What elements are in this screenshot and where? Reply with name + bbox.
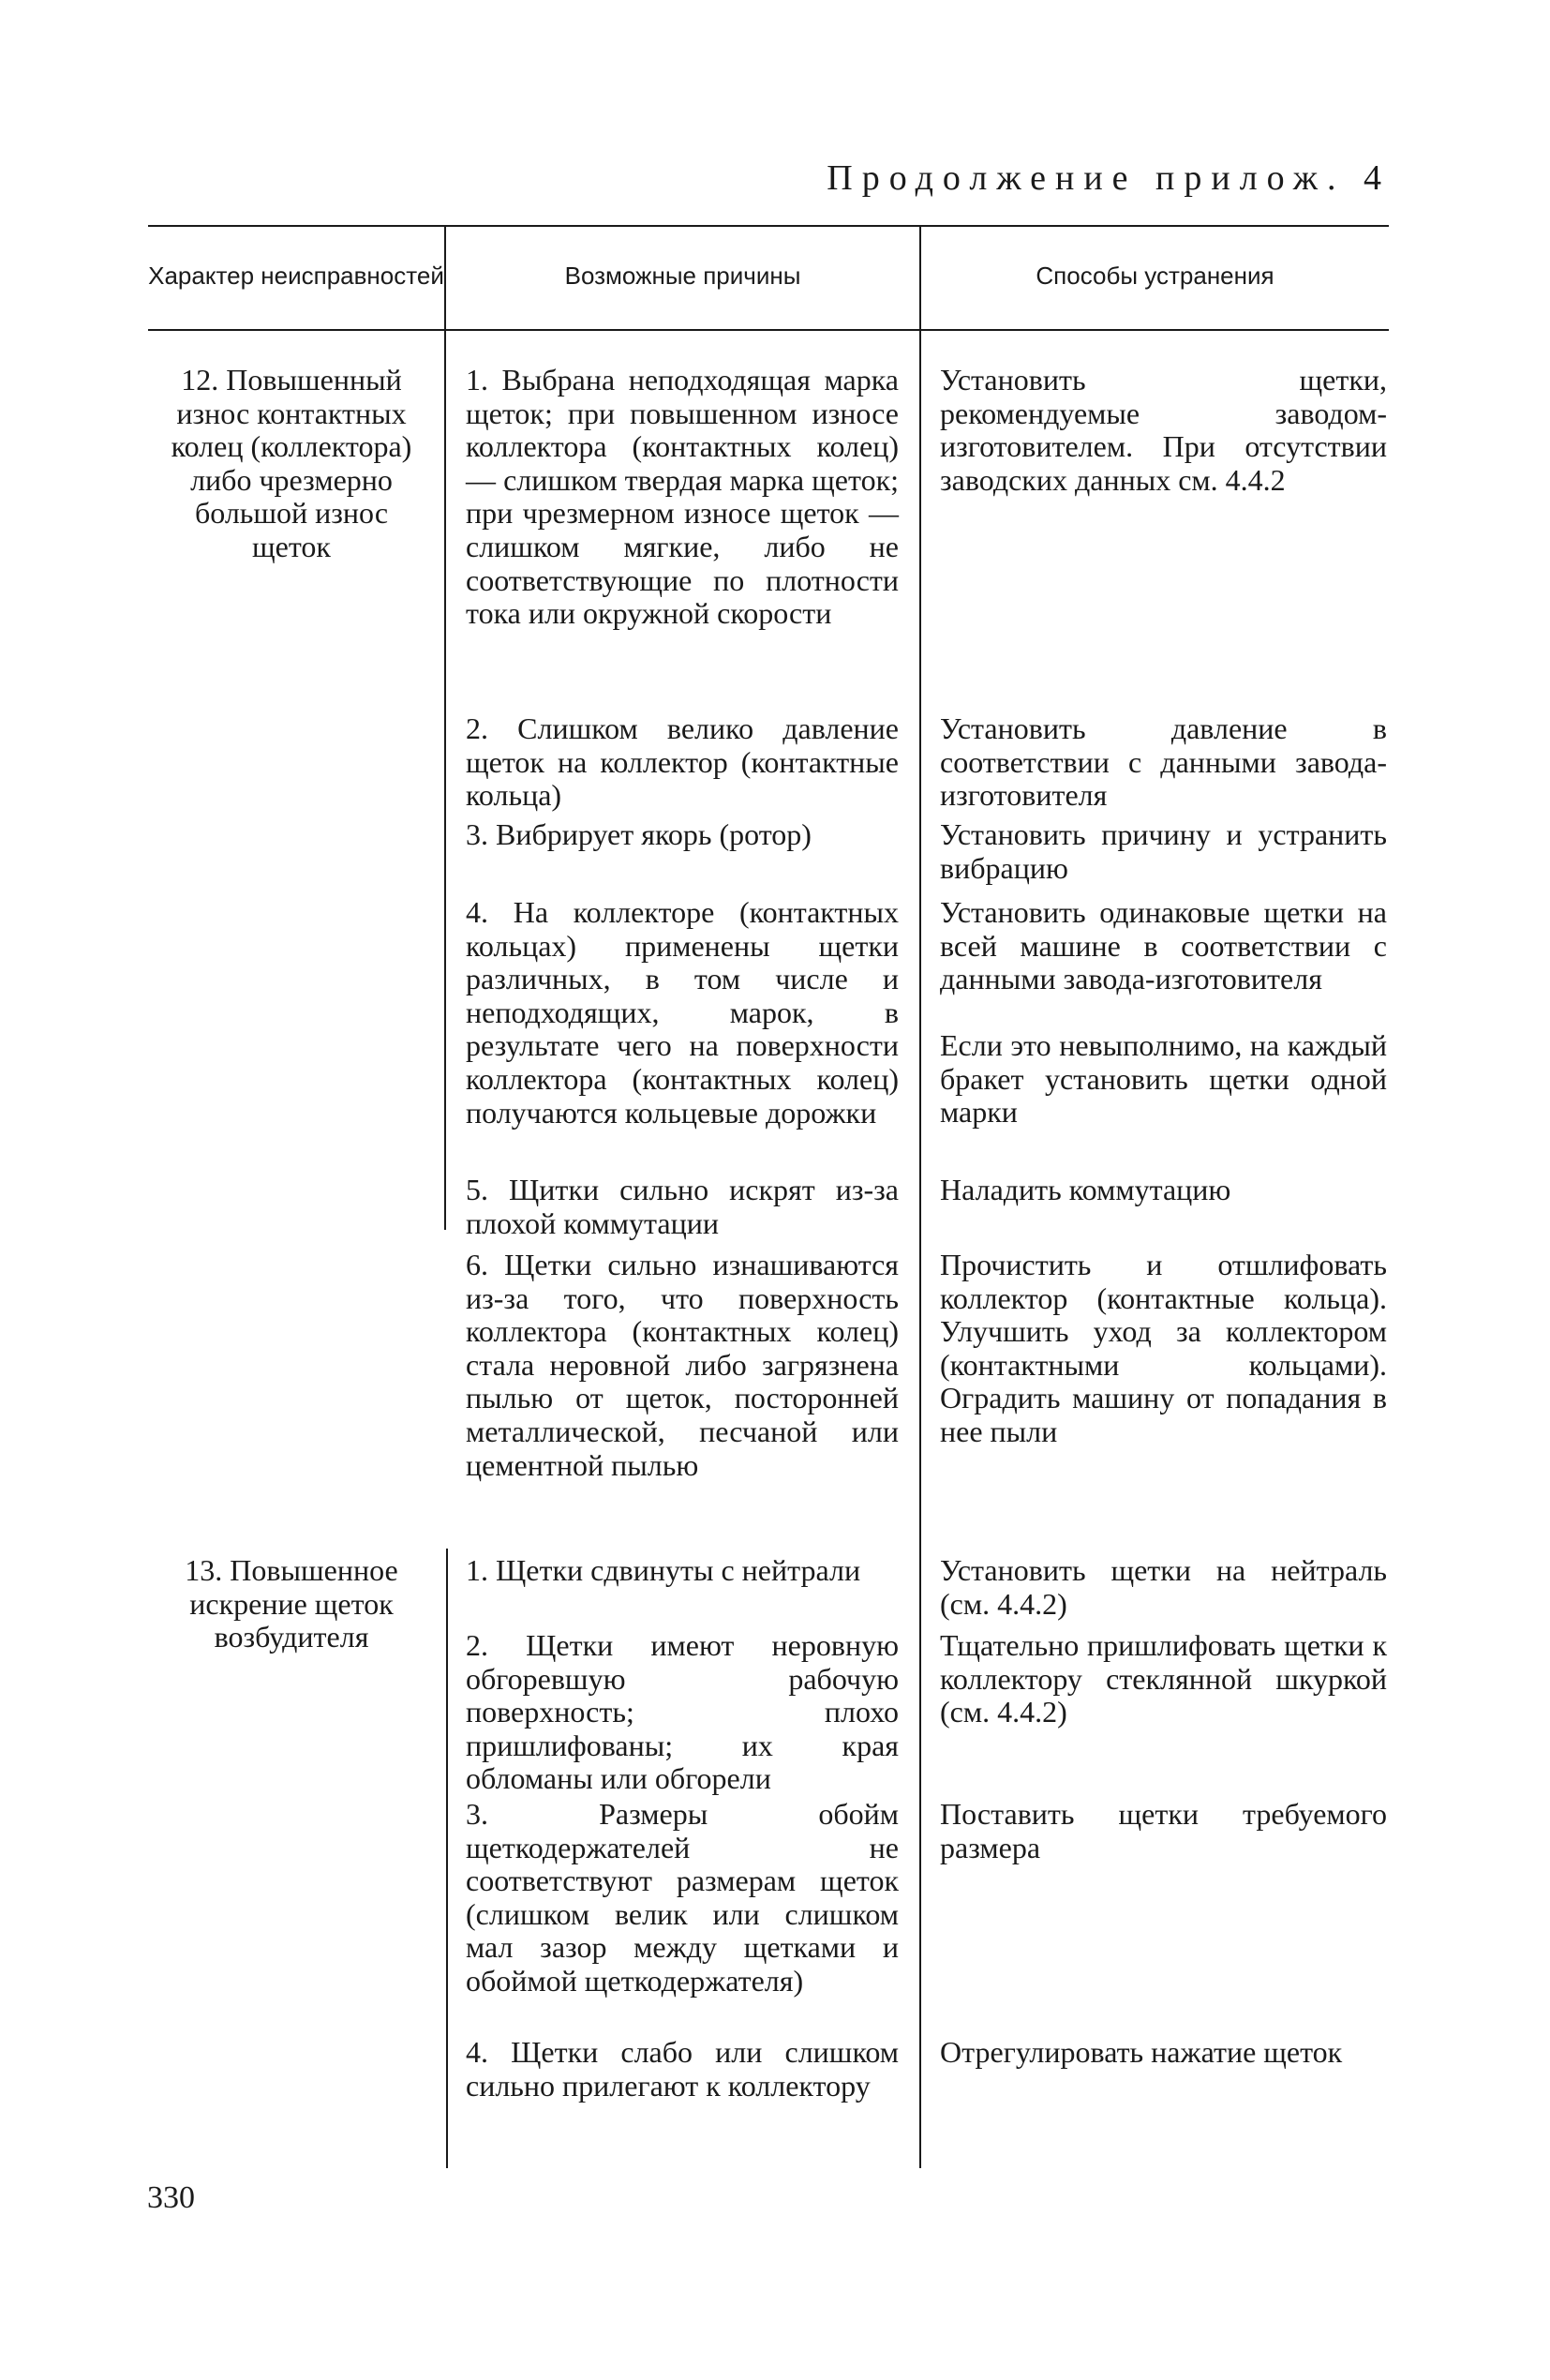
fault-13-title: 13. Повышенное искрение щеток возбудителя [185,1553,398,1654]
table-header-rule [148,329,1389,331]
fault-12-remedy-1: Установить щетки, рекомендуемые заводом-изготовителем. При отсутствии заводских данных см. 4.4.2 [940,363,1387,497]
fault-13-remedy-2: Тщательно пришлифовать щетки к коллектору стеклянной шкуркой (см. 4.4.2) [940,1628,1387,1729]
fault-12-cause-2: 2. Слишком велико давление щеток на коллектор (контактные кольца) [466,711,899,813]
column-divider-1 [444,225,446,1230]
fault-12-remedy-3: Установить причину и устранить вибрацию [940,817,1387,885]
fault-12-cause-4: 4. На коллекторе (контактных кольцах) применены щетки различных, в том числе и неподходящих, марок, в результате чего на поверхности коллектора (контактных колец) получаются кольцевые дорожки [466,895,899,1130]
fault-12-cause-1: 1. Выбрана неподходящая марка щеток; при повышенном износе коллектора (контактных колец) — слишком твердая марка щеток; при чрезмерном износе щеток — слишком мягкие, либо не соответствующие по плотности тока или окружной скорости [466,363,899,631]
column-divider-2 [919,225,921,2168]
header-fault-type: Характер неисправностей [148,262,444,290]
fault-13-remedy-1: Установить щетки на нейтраль (см. 4.4.2) [940,1553,1387,1621]
column-divider-1-lower [446,1549,448,2168]
fault-12-cause-3: 3. Вибрирует якорь (ротор) [466,817,812,851]
fault-13-cause-2: 2. Щетки имеют неровную обгоревшую рабочую поверхность; плохо пришлифованы; их края обломаны или обгорели [466,1628,899,1796]
header-remedies: Способы устранения [1036,262,1274,290]
header-possible-causes: Возможные причины [564,262,801,290]
fault-12-title: 12. Повышенный износ контактных колец (коллектора) либо чрезмерно большой износ щеток [171,363,412,563]
fault-13-cause-4: 4. Щетки слабо или слишком сильно прилегают к коллектору [466,2035,899,2103]
fault-12-remedy-2: Установить давление в соответствии с данными завода-изготовителя [940,711,1387,813]
fault-12-remedy-6: Прочистить и отшлифовать коллектор (контактные кольца). Улучшить уход за коллектором (контактными кольцами). Оградить машину от попадания в нее пыли [940,1248,1387,1448]
fault-12-cause-5: 5. Щитки сильно искрят из-за плохой коммутации [466,1173,899,1240]
fault-12-cause-6: 6. Щетки сильно изнашиваются из-за того, что поверхность коллектора (контактных колец) стала неровной либо загрязнена пылью от щеток, посторонней металлической, песчаной или цементной пылью [466,1248,899,1482]
page-number: 330 [147,2180,195,2215]
fault-12-remedy-4: Установить одинаковые щетки на всей машине в соответствии с данными завода-изготовителя [940,895,1387,996]
fault-12-remedy-4-extra: Если это невыполнимо, на каждый бракет установить щетки одной марки [940,1028,1387,1130]
fault-13-cause-3: 3. Размеры обойм щеткодержателей не соответствуют размерам щеток (слишком велик или слишком мал зазор между щетками и обоймой щеткодержателя) [466,1797,899,1998]
table-top-rule [148,225,1389,227]
fault-13-cause-1: 1. Щетки сдвинуты с нейтрали [466,1553,861,1587]
fault-13-remedy-3: Поставить щетки требуемого размера [940,1797,1387,1864]
fault-12-remedy-5: Наладить коммутацию [940,1173,1231,1206]
fault-13-remedy-4: Отрегулировать нажатие щеток [940,2035,1343,2069]
running-head: Продолжение прилож. 4 [827,158,1391,198]
